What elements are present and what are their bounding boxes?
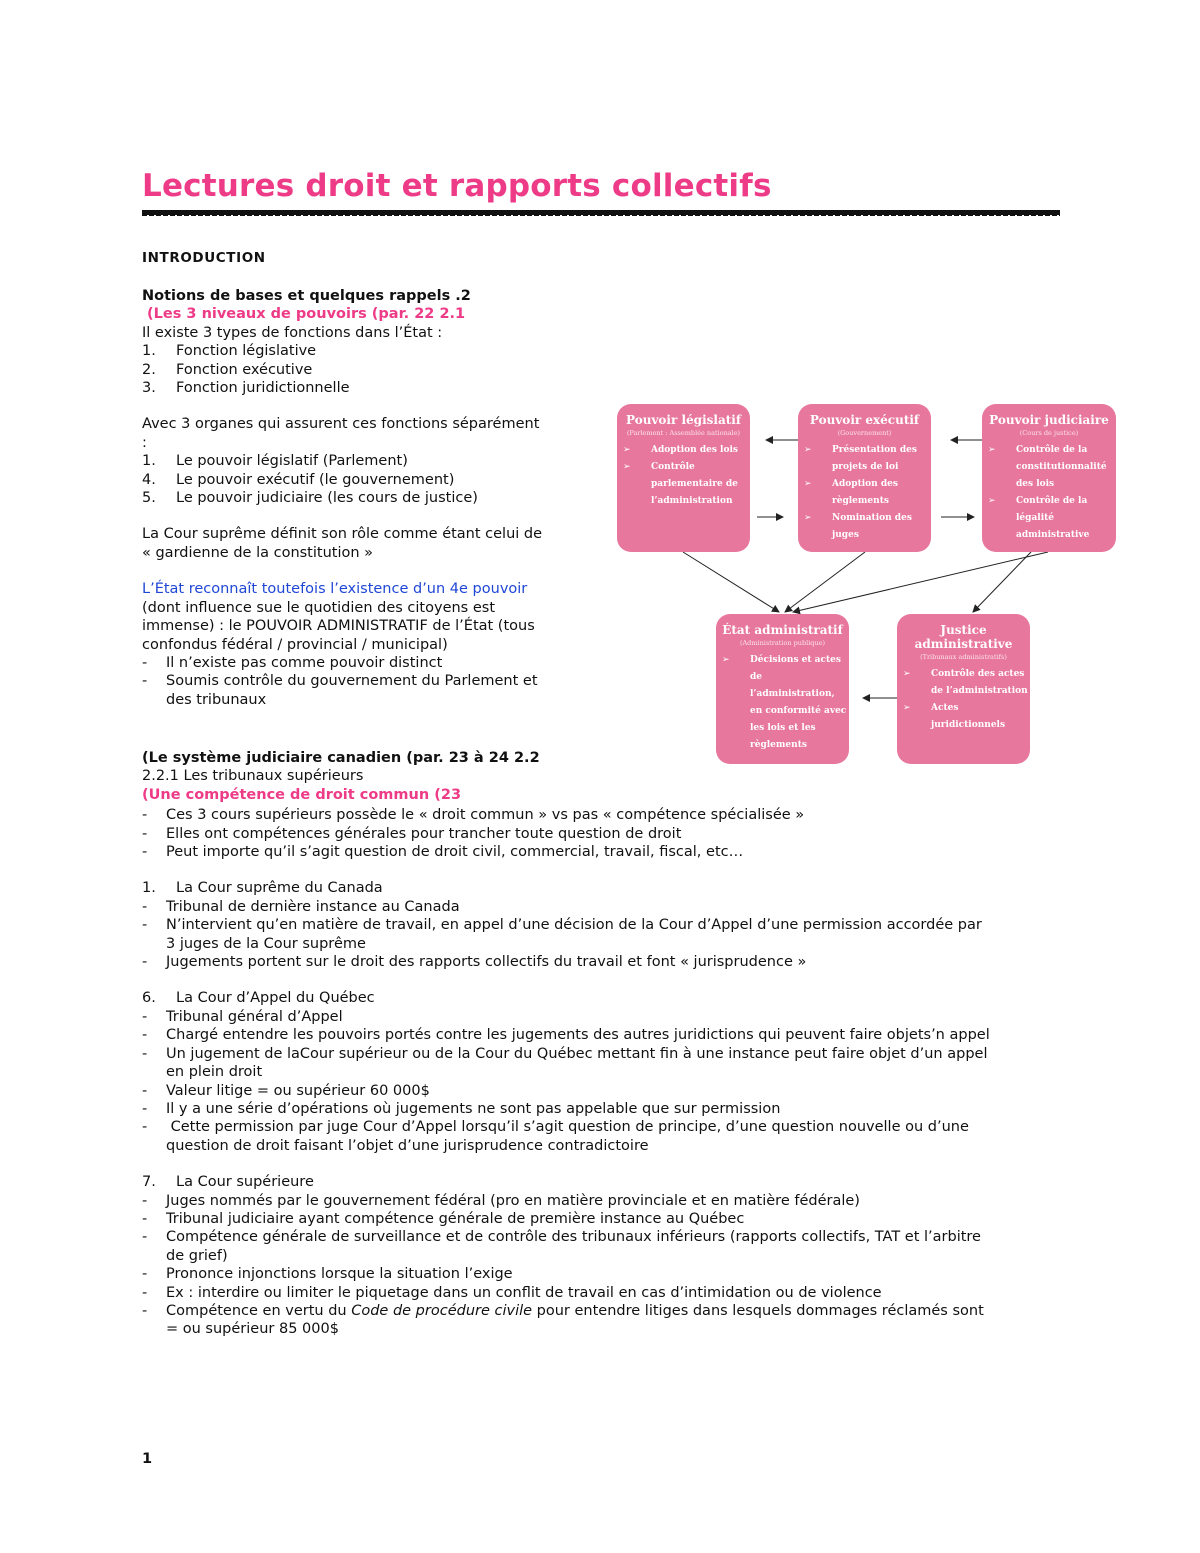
- bullet-list: [142, 806, 1072, 861]
- diagram-box-subtitle: (Administration publique): [739, 639, 826, 647]
- diagram-arrow: [785, 552, 865, 612]
- court-heading: 1. La Cour suprême du Canada: [142, 880, 383, 897]
- diagram-box-item: de l’administration: [931, 686, 1028, 696]
- diagram-box-item: projets de loi: [832, 462, 899, 472]
- diagram-box-subtitle: (Parlement : Assemblée nationale): [626, 429, 741, 437]
- diagram-box-item: légalité: [1016, 513, 1054, 523]
- diagram-box-item: Actes: [931, 703, 959, 713]
- list-item: - N’intervient qu’en matière de travail, en appel d’une décision de la Cour d’Appel d’une permission accordée par 3 juges de la Cour suprême: [142, 917, 982, 952]
- bullet-list: [142, 898, 1072, 972]
- bullet-arrow-icon: ➢: [988, 496, 996, 506]
- court-heading: 7. La Cour supérieure: [142, 1174, 314, 1191]
- bullet-arrow-icon: ➢: [722, 655, 730, 665]
- organ-item: 1. Le pouvoir législatif (Parlement): [142, 453, 408, 470]
- bullet-arrow-icon: ➢: [903, 669, 911, 679]
- list-item: - Soumis contrôle du gouvernement du Parlement et des tribunaux: [142, 673, 538, 708]
- diagram-box-item: des lois: [1016, 479, 1055, 489]
- function-item: 3. Fonction juridictionnelle: [142, 380, 350, 397]
- list-item: - Peut importe qu’il s’agit question de droit civil, commercial, travail, fiscal, etc…: [142, 844, 744, 861]
- bullet-list: [142, 654, 592, 709]
- list-item: - Chargé entendre les pouvoirs portés contre les jugements des autres juridictions qui peuvent faire objets’n appel: [142, 1027, 990, 1044]
- diagram-box-title: Pouvoir exécutif: [809, 413, 920, 427]
- diagram-box-item: administrative: [1016, 530, 1090, 540]
- diagram-box-subtitle: (Cours de justice): [1019, 429, 1079, 437]
- bullet-arrow-icon: ➢: [804, 513, 812, 523]
- diagram-box-item: de: [750, 672, 763, 682]
- paragraph: La Cour suprême définit son rôle comme étant celui de: [142, 526, 543, 543]
- diagram-box-item: Contrôle: [651, 462, 695, 472]
- list-item: - Il y a une série d’opérations où jugements ne sont pas appelable que sur permission: [142, 1100, 781, 1117]
- organs-list: [142, 452, 592, 507]
- list-item: - Il n’existe pas comme pouvoir distinct: [142, 654, 443, 671]
- bullet-arrow-icon: ➢: [988, 445, 996, 455]
- bullet-arrow-icon: ➢: [804, 479, 812, 489]
- bullet-arrow-icon: ➢: [623, 462, 631, 472]
- list-item: - Ex : interdire ou limiter le piquetage dans un conflit de travail en cas d’intimidation ou de violence: [142, 1284, 882, 1301]
- function-item: 2. Fonction exécutive: [142, 361, 313, 378]
- diagram-box-executif: [798, 404, 931, 552]
- list-item: - Compétence en vertu du Code de procédure civile pour entendre litiges dans lesquels dommages réclamés sont = ou supérieur 85 000$: [142, 1302, 984, 1338]
- bullet-arrow-icon: ➢: [903, 703, 911, 713]
- diagram-box-title: Pouvoir législatif: [626, 413, 741, 427]
- powers-diagram: [611, 386, 1121, 771]
- diagram-box-item: en conformité avec: [750, 706, 847, 716]
- diagram-box-item: Adoption des: [832, 479, 898, 489]
- list-item: - Juges nommés par le gouvernement fédéral (pro en matière provinciale et en matière fédérale): [142, 1192, 860, 1209]
- diagram-box-item: Nomination des: [832, 513, 912, 523]
- court-heading: 6. La Cour d’Appel du Québec: [142, 990, 375, 1007]
- list-item: - Un jugement de laCour supérieur ou de la Cour du Québec mettant fin à une instance peut faire objet d’un appel en plein droit: [142, 1045, 988, 1081]
- diagram-box-justice: [897, 614, 1030, 764]
- list-item: - Tribunal judiciaire ayant compétence générale de première instance au Québec: [142, 1210, 745, 1227]
- list-item: - Valeur litige = ou supérieur 60 000$: [142, 1082, 430, 1099]
- diagram-box-item: les lois et les: [750, 723, 816, 733]
- diagram-box-item: juridictionnels: [931, 720, 1006, 730]
- diagram-box-item: Présentation des: [832, 445, 917, 455]
- page-number: 1: [142, 1451, 153, 1467]
- diagram-arrow: [683, 552, 779, 612]
- list-item: - Jugements portent sur le droit des rapports collectifs du travail et font « jurisprudence »: [142, 954, 807, 971]
- section-heading: (Le système judiciaire canadien (par. 23 à 24 2.2: [142, 750, 540, 766]
- list-item: - Ces 3 cours supérieurs possède le « droit commun » vs pas « compétence spécialisée »: [142, 807, 805, 824]
- organ-item: 5. Le pouvoir judiciaire (les cours de justice): [142, 490, 478, 507]
- list-item: - Cette permission par juge Cour d’Appel lorsqu’il s’agit question de principe, d’une question nouvelle ou d’une question de droit faisant l’objet d’une jurisprudence contradictoire: [142, 1119, 969, 1154]
- diagram-box-item: Contrôle des actes: [931, 669, 1025, 679]
- introduction-heading: INTRODUCTION: [142, 250, 266, 266]
- court-title: La Cour suprême du Canada: [176, 880, 383, 897]
- diagram-box-item: constitutionnalité: [1016, 462, 1107, 472]
- bullet-list: [142, 1008, 1072, 1155]
- diagram-box-title: administrative: [914, 637, 1013, 651]
- list-item: - Tribunal de dernière instance au Canada: [142, 898, 460, 915]
- diagram-box-item: Adoption des lois: [651, 445, 738, 455]
- subsection-heading: (Les 3 niveaux de pouvoirs (par. 22 2.1: [142, 306, 466, 323]
- subsection-heading: (Une compétence de droit commun (23: [142, 786, 462, 803]
- document-title: Lectures droit et rapports collectifs: [142, 168, 772, 204]
- function-item: 1. Fonction législative: [142, 343, 317, 360]
- functions-list: [142, 342, 592, 397]
- organ-item: 4. Le pouvoir exécutif (le gouvernement): [142, 471, 455, 488]
- section-judiciary: [142, 749, 1072, 1339]
- list-item: - Elles ont compétences générales pour trancher toute question de droit: [142, 825, 682, 842]
- section-powers: [142, 287, 592, 709]
- highlighted-sentence: L’État reconnaît toutefois l’existence d’un 4e pouvoir: [142, 581, 528, 598]
- diagram-box-judiciaire: [982, 404, 1116, 552]
- diagram-boxes: [617, 404, 1116, 764]
- diagram-box-item: parlementaire de: [651, 479, 738, 489]
- list-item: - Tribunal général d’Appel: [142, 1008, 343, 1025]
- diagram-box-title: Pouvoir judiciaire: [989, 413, 1109, 427]
- diagram-box-item: juges: [832, 530, 859, 540]
- section-heading: Notions de bases et quelques rappels .2: [142, 288, 471, 304]
- diagram-box-subtitle: (Gouvernement): [837, 429, 892, 437]
- diagram-arrow: [793, 552, 1048, 612]
- diagram-box-item: Contrôle de la: [1016, 496, 1088, 506]
- bullet-arrow-icon: ➢: [623, 445, 631, 455]
- diagram-box-title: État administratif: [722, 623, 843, 637]
- paragraph: Avec 3 organes qui assurent ces fonctions séparément: [142, 416, 540, 433]
- diagram-box-item: règlements: [750, 740, 807, 750]
- list-item: - Prononce injonctions lorsque la situation l’exige: [142, 1266, 513, 1283]
- paragraph: (dont influence sue le quotidien des citoyens est immense) : le POUVOIR ADMINISTRATIF de l’État (tous confondus fédéral / provincial / municipal): [142, 599, 535, 653]
- diagram-box-item: l’administration: [651, 496, 733, 506]
- diagram-box-title: Justice: [940, 623, 987, 637]
- paragraph: Il existe 3 types de fonctions dans l’État :: [142, 324, 443, 341]
- diagram-box-subtitle: (Tribunaux administratifs): [920, 653, 1007, 661]
- court-title: La Cour supérieure: [176, 1174, 314, 1191]
- diagram-box-etat: [716, 614, 849, 764]
- bullet-arrow-icon: ➢: [804, 445, 812, 455]
- subsection-heading: 2.2.1 Les tribunaux supérieurs: [142, 768, 364, 785]
- list-item: - Compétence générale de surveillance et de contrôle des tribunaux inférieurs (rapports collectifs, TAT et l’arbitre de grief): [142, 1229, 981, 1264]
- diagram-box-item: règlements: [832, 496, 889, 506]
- court-title: La Cour d’Appel du Québec: [176, 990, 375, 1007]
- paragraph: « gardienne de la constitution »: [142, 544, 374, 561]
- diagram-box-legislatif: [617, 404, 750, 552]
- diagram-box-item: Contrôle de la: [1016, 445, 1088, 455]
- diagram-arrow: [973, 552, 1031, 612]
- paragraph: :: [142, 434, 147, 451]
- bullet-list: [142, 1192, 1072, 1302]
- diagram-box-item: l’administration,: [750, 689, 835, 699]
- title-divider: [142, 210, 1060, 215]
- diagram-box-item: Décisions et actes: [750, 655, 841, 665]
